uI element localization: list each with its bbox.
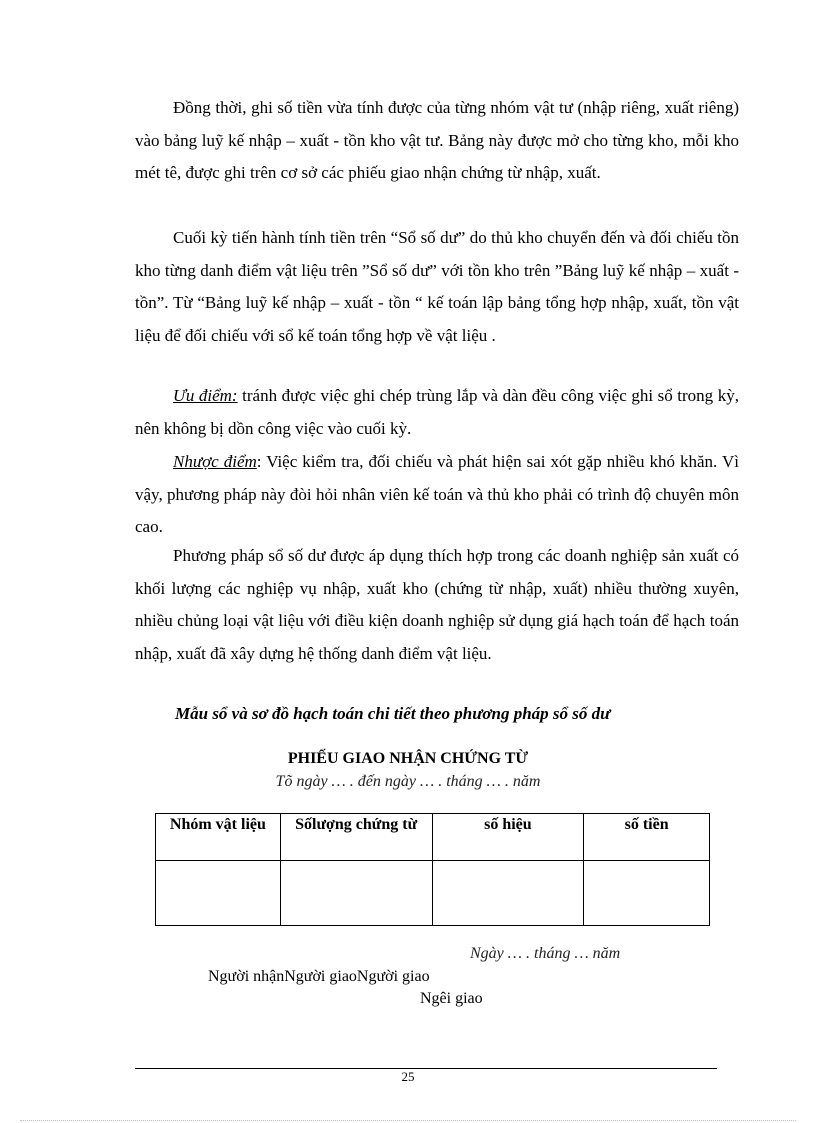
disadvantages-label: Nhược điểm	[173, 452, 257, 471]
paragraph-5	[135, 540, 739, 670]
paragraph-5-text: Phương pháp sổ số dư được áp dụng thích hợp trong các doanh nghiệp sản xuất có khối lượng các nghiệp vụ nhập, xuất kho (chứng từ nhập, xuất) nhiều thường xuyên, nhiều chủng loại vật liệu với điều kiện doanh nghiệp sử dụng giá hạch toán để hạch toán nhập, xuất đã xây dựng hệ thống danh điểm vật liệu.	[135, 546, 739, 663]
paragraph-2-text: Cuối kỳ tiến hành tính tiền trên “Sổ số dư” do thủ kho chuyển đến và đối chiếu tồn kho từng danh điểm vật liệu trên ”Sổ số dư” với tồn kho trên ”Bảng luỹ kế nhập – xuất - tồn”. Từ “Bảng luỹ kế nhập – xuất - tồn “ kế toán lập bảng tổng hợp nhập, xuất, tồn vật liệu để đối chiếu với sổ kế toán tổng hợp về vật liệu .	[135, 228, 739, 345]
section-heading: Mẫu sổ và sơ đồ hạch toán chi tiết theo phương pháp sổ số dư	[175, 704, 611, 723]
form-subtitle: Tõ ngày … . đến ngày … . tháng … . năm	[275, 773, 541, 790]
column-header-document-count: Sốlượng chứng từ	[280, 814, 432, 861]
table-header-row	[156, 814, 710, 861]
paragraph-1-text: Đồng thời, ghi số tiền vừa tính được của từng nhóm vật tư (nhập riêng, xuất riêng) vào bảng luỹ kế nhập – xuất - tồn kho vật tư. Bảng này được mở cho từng kho, mỗi kho mét tê, được ghi trên cơ sở các phiếu giao nhận chứng từ nhập, xuất.	[135, 98, 739, 182]
paragraph-1	[135, 92, 739, 190]
date-line: Ngày … . tháng … năm	[470, 945, 621, 962]
receipt-form-table	[155, 813, 710, 926]
advantages-label: Ưu điểm:	[173, 386, 238, 405]
page-bottom-border	[20, 1120, 796, 1121]
column-header-amount: số tiền	[584, 814, 710, 861]
column-header-material-group: Nhóm vật liệu	[156, 814, 281, 861]
page-number: 25	[401, 1069, 415, 1084]
signature-line: Người nhậnNgười giaoNgười giao	[208, 968, 430, 985]
table-cell	[432, 861, 584, 926]
table-cell	[584, 861, 710, 926]
table-cell	[280, 861, 432, 926]
table-cell	[156, 861, 281, 926]
signature-extra: Ngêi giao	[420, 990, 483, 1007]
paragraph-disadvantages	[135, 446, 739, 544]
paragraph-advantages	[135, 380, 739, 445]
advantages-text: tránh được việc ghi chép trùng lắp và dàn đều công việc ghi sổ trong kỳ, nên không bị dồn công việc vào cuối kỳ.	[135, 386, 739, 438]
column-header-document-number: số hiệu	[432, 814, 584, 861]
paragraph-2	[135, 222, 739, 352]
table-row	[156, 861, 710, 926]
disadvantages-text: : Việc kiểm tra, đối chiếu và phát hiện sai xót gặp nhiều khó khăn. Vì vậy, phương pháp này đòi hỏi nhân viên kế toán và thủ kho phải có trình độ chuyên môn cao.	[135, 452, 739, 536]
form-title: PHIẾU GIAO NHẬN CHỨNG TỪ	[287, 750, 529, 767]
